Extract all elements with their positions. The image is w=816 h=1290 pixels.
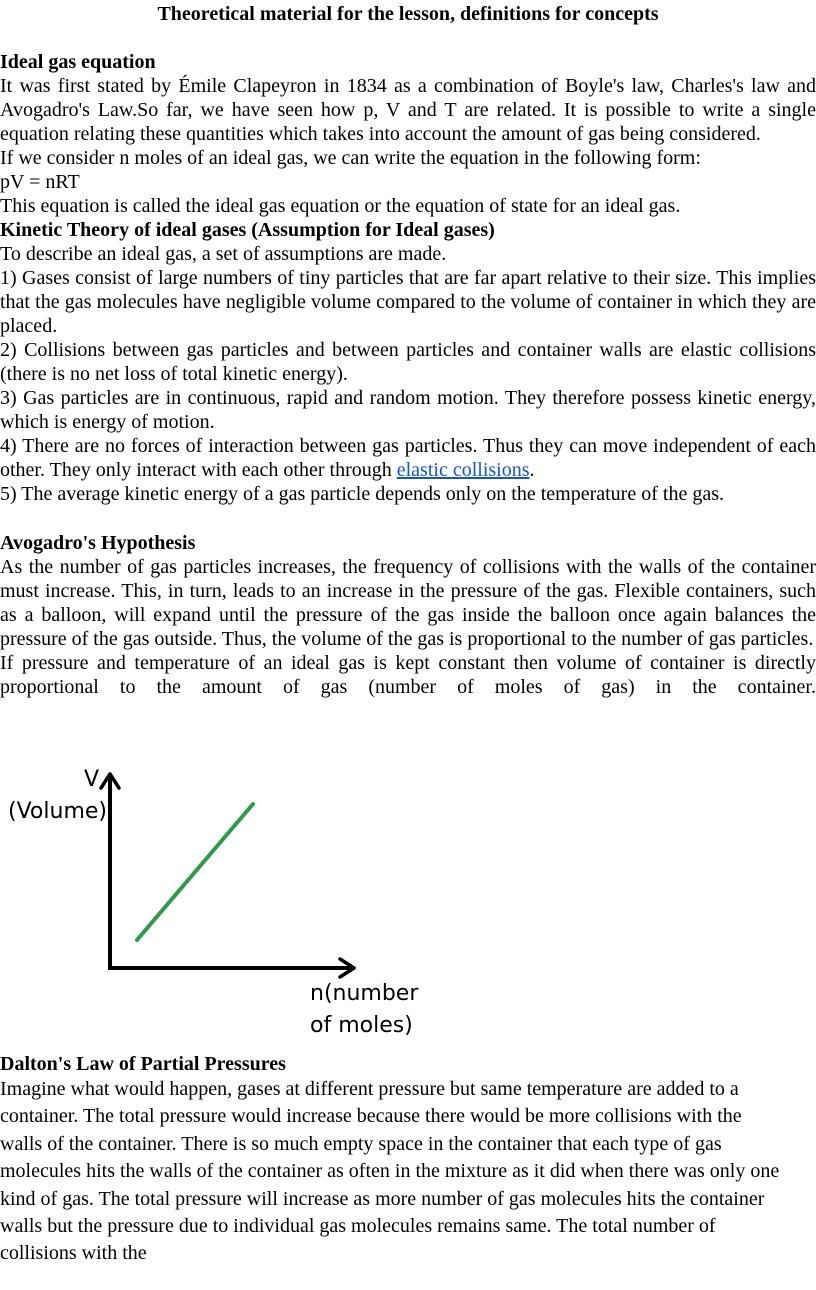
x-axis-label-line2: of moles) [310,1013,413,1038]
avogadro-heading: Avogadro's Hypothesis [0,532,196,554]
kinetic-assumption-4-end: . [529,459,535,481]
elastic-collisions-link[interactable]: elastic collisions [396,459,530,481]
volume-vs-moles-graph [0,760,430,1050]
ideal-gas-paragraph-1: It was first stated by Émile Clapeyron in 1834 as a combination of Boyle's law, Charles's law and Avogadro's Law.So far, we have seen how p, V and T are related. It is possible to write a single equation relating these quantities which takes into account the amount of gas being considered. [0,75,816,145]
x-axis [108,959,354,977]
ideal-gas-equation: pV = nRT [0,171,80,193]
kinetic-assumption-5: 5) The average kinetic energy of a gas particle depends only on the temperature of the gas. [0,483,724,505]
dalton-line-1: Imagine what would happen, gases at different pressure but same temperature are added to a [0,1078,739,1100]
dalton-line-7: collisions with the [0,1242,147,1265]
page-title: Theoretical material for the lesson, definitions for concepts [157,3,659,25]
dalton-heading: Dalton's Law of Partial Pressures [0,1053,286,1075]
ideal-gas-section [0,50,816,506]
y-axis-label-volume: (Volume) [8,799,107,824]
kinetic-assumption-4 [0,434,816,482]
dalton-paragraph [0,1076,816,1268]
dalton-line-6: walls but the pressure due to individual gas molecules remains same. The total number of [0,1215,716,1238]
kinetic-assumption-3: 3) Gas particles are in continuous, rapid and random motion. They therefore possess kinetic energy, which is energy of motion. [0,387,816,433]
dalton-section [0,1052,816,1268]
kinetic-assumption-1: 1) Gases consist of large numbers of tiny particles that are far apart relative to their size. This implies that the gas molecules have negligible volume compared to the volume of container in which they are placed. [0,267,816,337]
kinetic-intro: To describe an ideal gas, a set of assumptions are made. [0,243,447,265]
kinetic-assumption-2: 2) Collisions between gas particles and between particles and container walls are elastic collisions (there is no net loss of total kinetic energy). [0,339,816,385]
kinetic-theory-heading: Kinetic Theory of ideal gases (Assumption for Ideal gases) [0,219,495,241]
dalton-line-5: kind of gas. The total pressure will increase as more number of gas molecules hits the container [0,1187,765,1210]
ideal-gas-heading: Ideal gas equation [0,51,156,73]
dalton-line-3: walls of the container. There is so much empty space in the container that each type of gas [0,1132,722,1155]
avogadro-section [0,531,816,699]
kinetic-assumption-4-text: 4) There are no forces of interaction between gas particles. Thus they can move independent of each other. They only interact with each other through [0,435,816,481]
y-axis-label-v: V [84,767,100,792]
ideal-gas-paragraph-2: If we consider n moles of an ideal gas, we can write the equation in the following form: [0,147,701,169]
x-axis-label-line1: n(number [310,981,419,1006]
avogadro-paragraph-2: If pressure and temperature of an ideal gas is kept constant then volume of container is directly proportional to the amount of gas (number of moles of gas) in the container. [0,652,816,698]
avogadro-paragraph-1: As the number of gas particles increases, the frequency of collisions with the walls of the container must increase. This, in turn, leads to an increase in the pressure of the gas. Flexible containers, such as a balloon, will expand until the pressure of the gas inside the balloon once again balances the pressure of the gas outside. Thus, the volume of the gas is proportional to the number of gas particles. [0,556,816,650]
dalton-line-2: container. The total pressure would increase because there would be more collisions with the [0,1105,742,1128]
ideal-gas-paragraph-3: This equation is called the ideal gas equation or the equation of state for an ideal gas. [0,195,681,217]
dalton-line-4: molecules hits the walls of the container as often in the mixture as it did when there was only one [0,1160,780,1183]
volume-line [137,804,253,940]
